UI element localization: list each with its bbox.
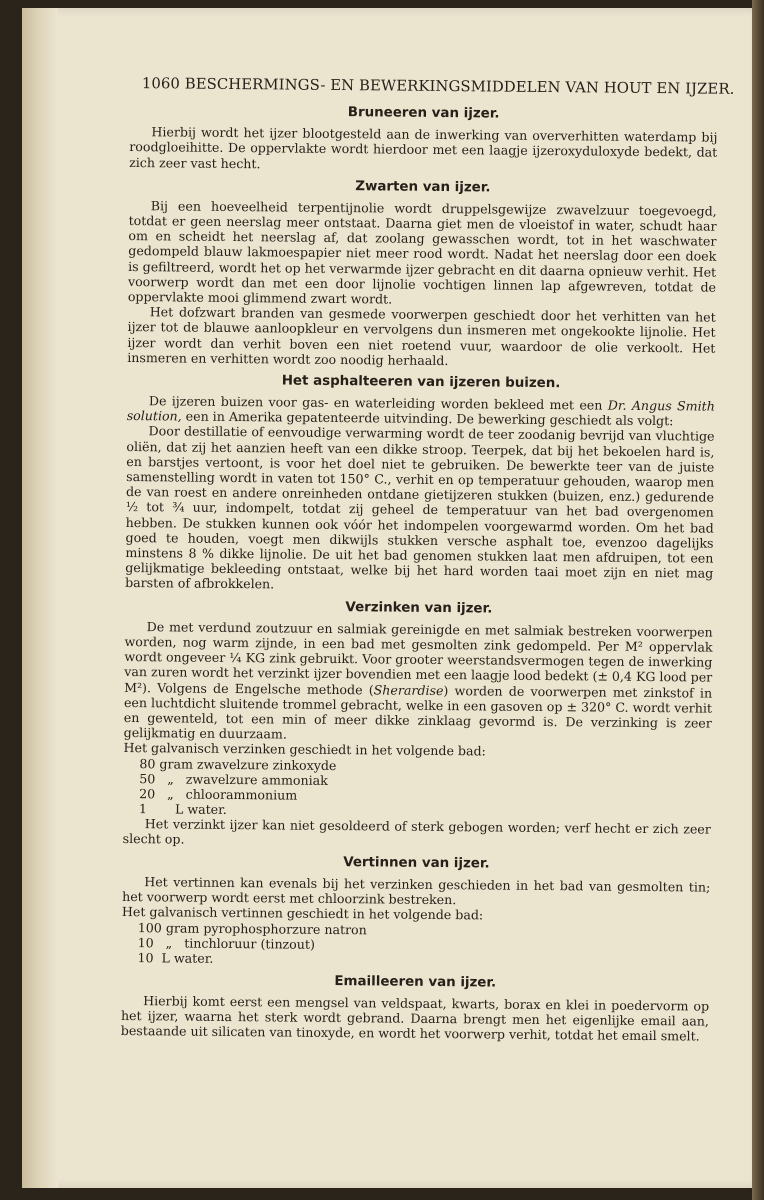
heading-bruneeren: Bruneeren van ijzer. — [347, 105, 500, 122]
paragraph-verzinken-3: Het verzinkt ijzer kan niet gesoldeerd of sterk gebogen worden; verf hecht er zich zeer slecht op. — [122, 815, 711, 847]
sherardise-term: Sherardise — [373, 681, 444, 698]
heading-zwarten: Zwarten van ijzer. — [355, 178, 491, 196]
angus-smith-solution: Dr. Angus Smith solution, — [126, 397, 715, 424]
verzinken-text-a: De met verdund zoutzuur en salmiak gereinigde en met salmiak bestreken voorwerpen worden, nog warm zijnde, in een bad met gesmolten zink gedompeld. Per M² oppervlak wordt ongeveer ¼ KG zink gebruikt. Voor grooter weerstandsvermogen tegen de inwerking van zuren wordt het verzinkt ijzer bovendien met een laagje lood bedekt (± 0,4 KG lood per M²). Volgens de Engelsche methode ( — [124, 618, 713, 697]
list-item: 1 L water. — [138, 800, 227, 817]
paragraph-bruneeren: Hierbij wordt het ijzer blootgesteld aan de inwerking van oververhitten waterdamp bij roodgloeihitte. De oppervlakte wordt hierdoor met een laagje ijzeroxyduloxyde bedekt, dat zich zeer vast hecht. — [129, 124, 718, 171]
running-head: 1060 BESCHERMINGS- EN BEWERKINGSMIDDELEN VAN HOUT EN IJZER. — [141, 75, 735, 98]
paragraph-zwarten-2: Het dofzwart branden van gesmede voorwerpen geschiedt door het verhitten van het ijzer tot de blauwe aanloopkleur en vervolgens dun insmeren met ongekookte lijnolie. Het ijzer wordt dan verhit boven een niet roetend vuur, waardoor de olie verkoolt. Het insmeren en verhitten wordt zoo noodig herhaald. — [127, 304, 716, 368]
zinc-bath-list — [139, 756, 712, 821]
asphalt-intro-rest: een in Amerika gepatenteerde uitvinding. De bewerking geschiedt als volgt: — [181, 408, 674, 429]
page-content — [120, 75, 735, 1044]
list-item: 80 gram zwavelzure zinkoxyde — [139, 755, 337, 773]
asphalt-intro-text: De ijzeren buizen voor gas- en waterleiding worden bekleed met een — [148, 393, 608, 413]
heading-verzinken: Verzinken van ijzer. — [345, 599, 493, 617]
list-item: 10 L water. — [137, 949, 214, 966]
paragraph-verzinken-bath-intro: Het galvanisch verzinken geschiedt in het volgende bad: — [123, 740, 486, 759]
list-item: 50 „ zwavelzure ammoniak — [139, 770, 328, 788]
paragraph-verzinken-1 — [124, 619, 713, 746]
heading-emailleeren: Emailleeren van ijzer. — [334, 973, 497, 991]
verzinken-text-b: ) worden de voorwerpen met zinkstof in een luchtdicht sluitende trommel gebracht, welke in een gasoven op ± 320° C. wordt verhit en gewenteld, tot een min of meer dikke zinklaag gevormd is. De verzinking is zeer gelijkmatig en duurzaam. — [123, 682, 713, 742]
paragraph-emailleeren: Hierbij komt eerst een mengsel van veldspaat, kwarts, borax en klei in poedervorm op het ijzer, waarna het sterk wordt gebrand. Daarna brengt men het eigenlijke email aan, bestaande uit silicaten van tinoxyde, en wordt het voorwerp verhit, totdat het email smelt. — [120, 992, 710, 1044]
paragraph-vertinnen-1: Het vertinnen kan evenals bij het verzinken geschieden in het bad van gesmolten tin; het voorwerp wordt eerst met chloorzink bestreken. — [122, 874, 711, 908]
page-binding-shadow — [22, 8, 58, 1188]
page-edge — [752, 0, 764, 1200]
paragraph-zwarten-1: Bij een hoeveelheid terpentijnolie wordt druppelsgewijze zwavelzuur toegevoegd, totdat er geen neerslag meer ontstaat. Daarna giet men de vloeistof in water, schudt haar om en scheidt het neerslag af, dat zoolang gewasschen wordt, tot in het waschwater gedompeld blauw lakmoespapier niet meer rood wordt. Nadat het neerslag door een doek is gefiltreerd, wordt het op het verwarmde ijzer gebracht en dit daarna opnieuw verhit. Het voorwerp wordt dan met een door lijnolie vochtigen linnen lap afgewreven, totdat de oppervlakte mooi glimmend zwart wordt. — [127, 198, 717, 307]
paragraph-asphalteeren-2: Door destillatie of eenvoudige verwarming wordt de teer zoodanig bevrijd van vluchtige oliën, dat zij het aanzien heeft van een dikke stroop. Teerpek, dat bij het bekoelen hard is, en barstjes vertoont, is voor het doel niet te gebruiken. De bewerkte teer van de juiste samenstelling wordt in vaten tot 150° C., verhit en op temperatuur gehouden, waarop men de van roest en andere onreinheden ontdane gietijzeren stukken (buizen, enz.) gedurende ½ tot ¾ uur, indompelt, totdat zij geheel de temperatuur van het bad overgenomen hebben. De stukken kunnen ook vóór het indompelen voorgewarmd worden. Om het bad goed te houden, voegt men dikwijls stukken versche asphalt toe, evenzoo dagelijks minstens 8 % dikke lijnolie. De uit het bad genomen stukken laat men afdruipen, tot een gelijkmatige bekleeding ontstaat, welke bij het hard worden taai moet zijn en niet mag barsten of afbrokkelen. — [125, 423, 715, 592]
tin-bath-list — [137, 920, 709, 970]
paragraph-vertinnen-bath-intro: Het galvanisch vertinnen geschiedt in het volgende bad: — [121, 904, 484, 923]
list-item: 100 gram pyrophosphorzure natron — [137, 919, 367, 937]
list-item: 20 „ chloorammonium — [139, 785, 298, 803]
list-item: 10 „ tinchloruur (tinzout) — [137, 934, 315, 952]
heading-asphalteeren: Het asphalteeren van ijzeren buizen. — [281, 373, 561, 392]
heading-vertinnen: Vertinnen van ijzer. — [343, 855, 490, 872]
